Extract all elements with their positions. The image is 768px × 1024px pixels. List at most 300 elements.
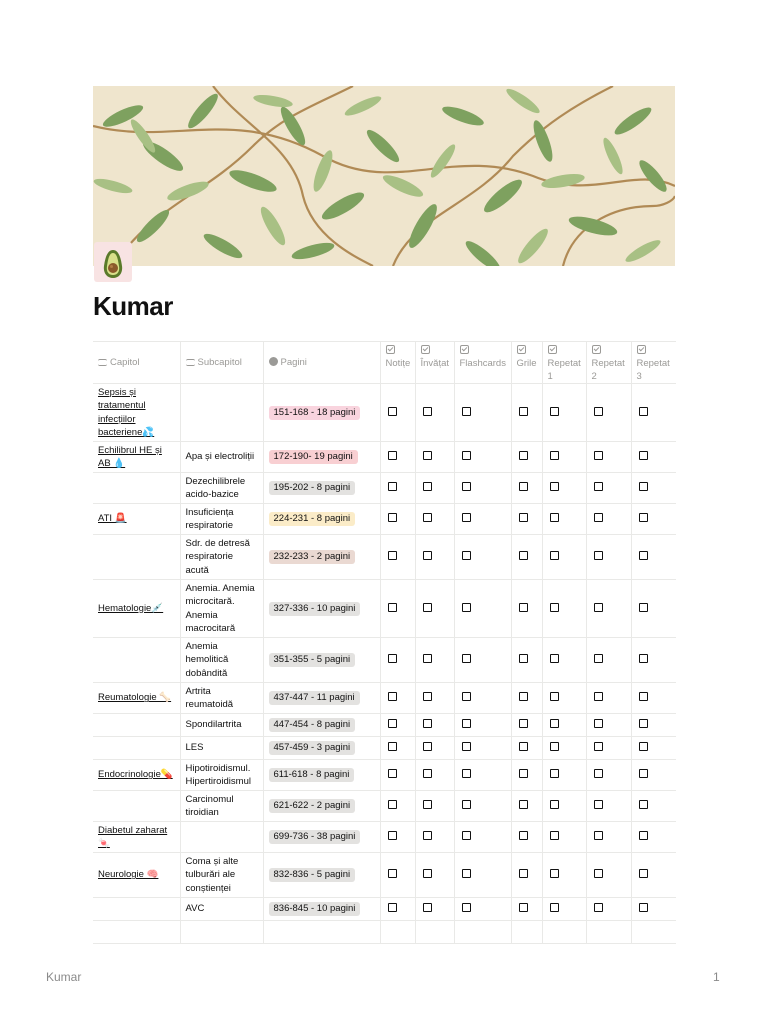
cell-invatat [415,535,454,580]
empty-cell [454,921,511,944]
cell-repetat1 [542,714,586,737]
column-header-flashcards[interactable]: Flashcards [454,342,511,384]
checkbox-repetat1[interactable] [550,407,559,416]
checkbox-repetat2[interactable] [594,407,603,416]
cell-repetat1 [542,638,586,683]
column-header-grile[interactable]: Grile [511,342,542,384]
cell-repetat3 [631,737,676,760]
cell-invatat [415,442,454,473]
cell-grile [511,760,542,791]
cell-repetat2 [586,535,631,580]
checkbox-grile[interactable] [519,769,528,778]
checkbox-grile[interactable] [519,551,528,560]
cell-grile [511,791,542,822]
checkbox-repetat3[interactable] [639,603,648,612]
checkbox-repetat2[interactable] [594,831,603,840]
cell-subcapitol[interactable] [180,442,263,473]
cell-grile [511,638,542,683]
pagini-tag: 172-190- 19 pagini [269,450,358,464]
checkbox-flashcards[interactable] [462,742,471,751]
column-header-repetat1[interactable]: Repetat 1 [542,342,586,384]
checkbox-repetat1[interactable] [550,903,559,912]
cell-repetat3 [631,442,676,473]
checkbox-repetat3[interactable] [639,513,648,522]
checkbox-property-icon [592,345,601,354]
table-row [93,442,676,473]
avocado-icon[interactable] [94,242,132,282]
cell-repetat3 [631,504,676,535]
cell-repetat1 [542,853,586,898]
cell-grile [511,737,542,760]
checkbox-notite[interactable] [388,742,397,751]
column-header-invatat[interactable]: Învățat [415,342,454,384]
cell-repetat2 [586,791,631,822]
cell-capitol[interactable] [93,822,180,853]
capitol-link[interactable]: Reumatologie 🦴 [98,692,172,704]
cell-grile [511,580,542,638]
cell-invatat [415,822,454,853]
checkbox-repetat1[interactable] [550,692,559,701]
cell-repetat2 [586,714,631,737]
text-lines-icon [186,359,195,366]
checkbox-grile[interactable] [519,831,528,840]
checkbox-repetat1[interactable] [550,551,559,560]
cell-flashcards [454,737,511,760]
cell-flashcards [454,791,511,822]
cell-repetat2 [586,822,631,853]
column-header-repetat3[interactable]: Repetat 3 [631,342,676,384]
cell-subcapitol[interactable] [180,898,263,921]
empty-cell [180,921,263,944]
cell-capitol[interactable] [93,473,180,504]
footer-title: Kumar [46,970,82,984]
checkbox-invatat[interactable] [423,692,432,701]
empty-cell [631,921,676,944]
cell-grile [511,853,542,898]
checkbox-repetat3[interactable] [639,692,648,701]
checkbox-flashcards[interactable] [462,692,471,701]
checkbox-repetat1[interactable] [550,654,559,663]
cell-subcapitol[interactable] [180,853,263,898]
cell-notite [380,714,415,737]
checkbox-flashcards[interactable] [462,869,471,878]
subcapitol-text: Carcinomul tiroidian [185,793,234,818]
checkbox-notite[interactable] [388,903,397,912]
cell-pagini[interactable] [263,473,380,504]
cell-pagini[interactable] [263,442,380,473]
checkbox-grile[interactable] [519,800,528,809]
cell-subcapitol[interactable] [180,504,263,535]
cell-invatat [415,853,454,898]
checkbox-notite[interactable] [388,551,397,560]
cell-invatat [415,638,454,683]
table-row [93,638,676,683]
checkbox-grile[interactable] [519,692,528,701]
checkbox-notite[interactable] [388,482,397,491]
cell-grile [511,683,542,714]
checkbox-invatat[interactable] [423,654,432,663]
checkbox-flashcards[interactable] [462,513,471,522]
cell-pagini[interactable] [263,535,380,580]
subcapitol-text: Anemia hemolitică dobândită [185,640,229,679]
checkbox-repetat2[interactable] [594,513,603,522]
cell-subcapitol[interactable] [180,638,263,683]
cell-repetat2 [586,737,631,760]
checkbox-repetat3[interactable] [639,869,648,878]
checkbox-repetat3[interactable] [639,742,648,751]
checkbox-notite[interactable] [388,451,397,460]
table-row [93,791,676,822]
table-row [93,504,676,535]
checkbox-repetat1[interactable] [550,869,559,878]
checkbox-repetat2[interactable] [594,482,603,491]
capitol-link[interactable]: Sepsis și tratamentul infecțiilor bacteriene💦 [98,386,155,438]
cell-repetat3 [631,898,676,921]
cell-repetat2 [586,473,631,504]
cell-invatat [415,714,454,737]
column-header-repetat2[interactable]: Repetat 2 [586,342,631,384]
cell-capitol[interactable] [93,683,180,714]
cell-grile [511,504,542,535]
checkbox-repetat1[interactable] [550,451,559,460]
checkbox-invatat[interactable] [423,482,432,491]
cell-pagini[interactable] [263,683,380,714]
empty-cell [586,921,631,944]
cell-grile [511,822,542,853]
cell-subcapitol[interactable] [180,760,263,791]
cell-capitol[interactable] [93,535,180,580]
checkbox-notite[interactable] [388,407,397,416]
checkbox-invatat[interactable] [423,800,432,809]
checkbox-invatat[interactable] [423,742,432,751]
cell-notite [380,473,415,504]
cell-notite [380,853,415,898]
cell-pagini[interactable] [263,822,380,853]
checkbox-notite[interactable] [388,831,397,840]
cell-capitol[interactable] [93,853,180,898]
checkbox-grile[interactable] [519,654,528,663]
cell-subcapitol[interactable] [180,473,263,504]
checkbox-repetat1[interactable] [550,719,559,728]
checkbox-repetat2[interactable] [594,742,603,751]
checkbox-repetat3[interactable] [639,551,648,560]
cell-flashcards [454,535,511,580]
cell-repetat3 [631,791,676,822]
cell-repetat3 [631,760,676,791]
subcapitol-text: Spondilartrita [185,719,242,731]
pagini-tag: 621-622 - 2 pagini [269,799,356,813]
checkbox-repetat3[interactable] [639,451,648,460]
checkbox-repetat1[interactable] [550,800,559,809]
checkbox-property-icon [460,345,469,354]
cell-grile [511,384,542,442]
checkbox-property-icon [548,345,557,354]
checkbox-invatat[interactable] [423,551,432,560]
cell-pagini[interactable] [263,791,380,822]
cell-repetat2 [586,638,631,683]
checkbox-repetat2[interactable] [594,692,603,701]
cell-repetat3 [631,638,676,683]
checkbox-notite[interactable] [388,654,397,663]
checkbox-flashcards[interactable] [462,603,471,612]
cover-image [93,86,675,266]
cell-repetat1 [542,580,586,638]
cell-invatat [415,737,454,760]
cell-repetat3 [631,822,676,853]
checkbox-invatat[interactable] [423,831,432,840]
cell-invatat [415,683,454,714]
empty-cell [542,921,586,944]
cell-flashcards [454,822,511,853]
checkbox-flashcards[interactable] [462,831,471,840]
cell-pagini[interactable] [263,580,380,638]
column-header-capitol[interactable]: Capitol [93,342,180,384]
cell-invatat [415,580,454,638]
checkbox-invatat[interactable] [423,451,432,460]
cell-flashcards [454,580,511,638]
checkbox-notite[interactable] [388,869,397,878]
checkbox-grile[interactable] [519,451,528,460]
cell-pagini[interactable] [263,760,380,791]
subcapitol-text: Artrita reumatoidă [185,685,234,710]
checkbox-flashcards[interactable] [462,407,471,416]
cell-repetat2 [586,760,631,791]
pagini-tag: 232-233 - 2 pagini [269,550,356,564]
cell-capitol[interactable] [93,638,180,683]
cell-grile [511,898,542,921]
pagini-tag: 151-168 - 18 pagini [269,406,361,420]
pagini-tag: 195-202 - 8 pagini [269,481,356,495]
cell-notite [380,580,415,638]
checkbox-grile[interactable] [519,513,528,522]
cell-notite [380,638,415,683]
column-header-notite[interactable]: Notițe [380,342,415,384]
checkbox-flashcards[interactable] [462,719,471,728]
cell-subcapitol[interactable] [180,580,263,638]
checkbox-repetat1[interactable] [550,831,559,840]
table-row [93,853,676,898]
cell-pagini[interactable] [263,638,380,683]
checkbox-notite[interactable] [388,719,397,728]
checkbox-repetat1[interactable] [550,482,559,491]
checkbox-repetat2[interactable] [594,869,603,878]
checkbox-invatat[interactable] [423,719,432,728]
table-row [93,760,676,791]
checkbox-grile[interactable] [519,903,528,912]
checkbox-grile[interactable] [519,719,528,728]
cell-subcapitol[interactable] [180,791,263,822]
checkbox-property-icon [517,345,526,354]
checkbox-repetat2[interactable] [594,551,603,560]
table-row [93,580,676,638]
cell-repetat2 [586,384,631,442]
cell-capitol[interactable] [93,760,180,791]
column-header-pagini[interactable]: Pagini [263,342,380,384]
checkbox-flashcards[interactable] [462,654,471,663]
column-header-subcapitol[interactable]: Subcapitol [180,342,263,384]
checkbox-grile[interactable] [519,603,528,612]
subcapitol-text: LES [185,742,204,754]
checkbox-repetat2[interactable] [594,769,603,778]
cell-invatat [415,898,454,921]
checkbox-flashcards[interactable] [462,769,471,778]
checkbox-repetat2[interactable] [594,654,603,663]
checkbox-repetat1[interactable] [550,742,559,751]
checkbox-invatat[interactable] [423,513,432,522]
checkbox-repetat3[interactable] [639,482,648,491]
checkbox-flashcards[interactable] [462,451,471,460]
cell-repetat1 [542,760,586,791]
cell-notite [380,535,415,580]
cell-notite [380,504,415,535]
cell-capitol[interactable] [93,737,180,760]
subcapitol-text: Coma și alte tulburări ale conștienței [185,855,239,894]
checkbox-notite[interactable] [388,800,397,809]
cell-pagini[interactable] [263,384,380,442]
capitol-link[interactable]: Endocrinologie💊 [98,769,173,781]
table-row [93,898,676,921]
checkbox-grile[interactable] [519,482,528,491]
cell-subcapitol[interactable] [180,384,263,442]
checkbox-repetat1[interactable] [550,513,559,522]
cell-repetat3 [631,683,676,714]
cell-repetat2 [586,683,631,714]
pagini-tag: 457-459 - 3 pagini [269,741,356,755]
cell-capitol[interactable] [93,791,180,822]
subcapitol-text: Sdr. de detresă respiratorie acută [185,537,250,576]
checkbox-grile[interactable] [519,869,528,878]
cell-pagini[interactable] [263,714,380,737]
cell-grile [511,473,542,504]
empty-cell [263,921,380,944]
subcapitol-text: Apa și electroliții [185,451,255,463]
page-number: 1 [713,970,720,984]
checkbox-repetat1[interactable] [550,603,559,612]
checkbox-flashcards[interactable] [462,551,471,560]
cell-subcapitol[interactable] [180,822,263,853]
table-row [93,737,676,760]
checkbox-repetat3[interactable] [639,903,648,912]
cell-repetat3 [631,580,676,638]
cell-capitol[interactable] [93,898,180,921]
pagini-tag: 836-845 - 10 pagini [269,902,361,916]
cell-capitol[interactable] [93,384,180,442]
empty-cell [415,921,454,944]
table-row [93,822,676,853]
checkbox-invatat[interactable] [423,869,432,878]
checkbox-repetat2[interactable] [594,451,603,460]
cell-notite [380,898,415,921]
pagini-tag: 351-355 - 5 pagini [269,653,356,667]
capitol-link[interactable]: Neurologie 🧠 [98,869,159,881]
cell-subcapitol[interactable] [180,737,263,760]
checkbox-repetat3[interactable] [639,800,648,809]
table-header-row [93,342,676,384]
empty-cell [380,921,415,944]
subcapitol-text: Dezechilibrele acido-bazice [185,475,246,500]
capitol-link[interactable]: Diabetul zaharat 🍬 [98,824,168,849]
checkbox-invatat[interactable] [423,407,432,416]
database-table [93,341,676,944]
checkbox-repetat3[interactable] [639,719,648,728]
cell-flashcards [454,853,511,898]
table-row [93,473,676,504]
cell-pagini[interactable] [263,504,380,535]
cell-subcapitol[interactable] [180,535,263,580]
checkbox-invatat[interactable] [423,903,432,912]
checkbox-repetat3[interactable] [639,769,648,778]
cell-capitol[interactable] [93,580,180,638]
cell-repetat1 [542,822,586,853]
cell-flashcards [454,638,511,683]
cell-flashcards [454,760,511,791]
cell-capitol[interactable] [93,504,180,535]
cell-repetat1 [542,737,586,760]
pagini-tag: 611-618 - 8 pagini [269,768,355,782]
text-property-icon [98,359,107,366]
checkbox-notite[interactable] [388,769,397,778]
cell-subcapitol[interactable] [180,683,263,714]
cell-invatat [415,791,454,822]
checkbox-repetat3[interactable] [639,831,648,840]
table-row [93,714,676,737]
checkbox-grile[interactable] [519,742,528,751]
checkbox-invatat[interactable] [423,603,432,612]
checkbox-repetat2[interactable] [594,800,603,809]
capitol-link[interactable]: Hematologie💉 [98,602,164,614]
cell-repetat3 [631,384,676,442]
cell-repetat2 [586,580,631,638]
checkbox-flashcards[interactable] [462,800,471,809]
cell-invatat [415,504,454,535]
cell-invatat [415,760,454,791]
checkbox-flashcards[interactable] [462,482,471,491]
page-title: Kumar [93,291,173,321]
empty-cell [511,921,542,944]
capitol-link[interactable]: ATI 🚨 [98,513,127,525]
cell-pagini[interactable] [263,737,380,760]
checkbox-repetat3[interactable] [639,407,648,416]
subcapitol-text: AVC [185,903,205,915]
cell-repetat3 [631,714,676,737]
capitol-link[interactable]: Echilibrul HE și AB 💧 [98,444,162,469]
cell-grile [511,535,542,580]
checkbox-repetat2[interactable] [594,903,603,912]
cell-capitol[interactable] [93,714,180,737]
checkbox-notite[interactable] [388,513,397,522]
checkbox-repetat2[interactable] [594,719,603,728]
checkbox-notite[interactable] [388,692,397,701]
cell-pagini[interactable] [263,853,380,898]
cell-capitol[interactable] [93,442,180,473]
checkbox-invatat[interactable] [423,769,432,778]
checkbox-repetat1[interactable] [550,769,559,778]
checkbox-notite[interactable] [388,603,397,612]
cell-flashcards [454,683,511,714]
cell-subcapitol[interactable] [180,714,263,737]
empty-cell [93,921,180,944]
cell-repetat1 [542,384,586,442]
checkbox-repetat2[interactable] [594,603,603,612]
checkbox-property-icon [637,345,646,354]
cell-invatat [415,384,454,442]
cell-pagini[interactable] [263,898,380,921]
checkbox-repetat3[interactable] [639,654,648,663]
subcapitol-text: Anemia. Anemia microcitară. Anemia macrocitară [185,582,255,634]
checkbox-flashcards[interactable] [462,903,471,912]
cell-flashcards [454,442,511,473]
checkbox-grile[interactable] [519,407,528,416]
